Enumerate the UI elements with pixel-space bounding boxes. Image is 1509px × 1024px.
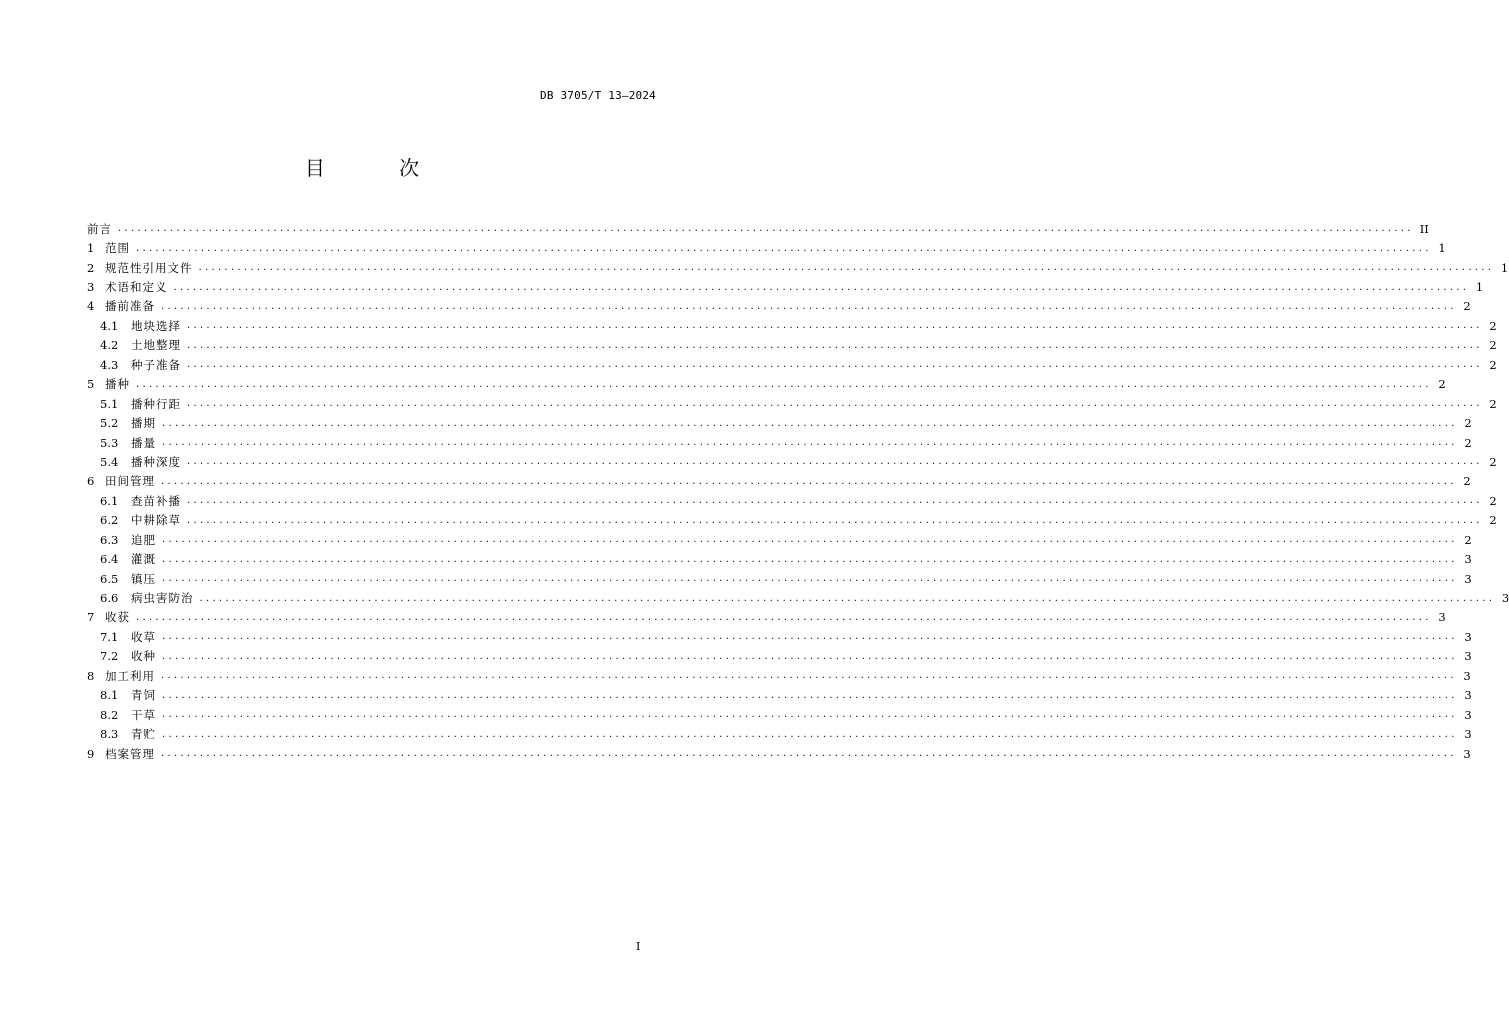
toc-entry-page: 3 [1464,629,1472,644]
toc-leader-dots: ........................................................................................................................................................................................................ [199,592,1496,604]
toc-entry-page: 3 [1463,746,1471,761]
toc-entry[interactable] [87,588,1509,607]
toc-entry[interactable] [87,686,1472,705]
toc-entry[interactable] [87,472,1471,491]
page-number: I [636,940,641,953]
toc-entry-label: 档案管理 [105,746,155,761]
toc-entry-page: II [1419,221,1429,236]
toc-leader-dots: ........................................................................................................................................................................................................ [161,748,1457,760]
toc-entry[interactable] [87,413,1472,432]
toc-entry-label: 前言 [87,221,112,236]
toc-entry[interactable] [87,724,1472,743]
toc-entry-number: 6.1 [100,493,119,508]
toc-leader-dots: ........................................................................................................................................................................................................ [187,339,1483,351]
toc-entry-number: 7 [87,610,95,625]
toc-entry-number: 7.1 [100,629,119,644]
toc-entry[interactable] [87,569,1472,588]
toc-entry-number: 1 [87,241,95,256]
toc-leader-dots: ........................................................................................................................................................................................................ [162,573,1458,585]
toc-entry-page: 3 [1501,591,1509,606]
toc-entry[interactable] [87,491,1497,510]
toc-entry-label: 播量 [131,435,156,450]
toc-entry-label: 灌溉 [131,552,156,567]
toc-entry-page: 2 [1463,474,1471,489]
toc-entry[interactable] [87,394,1497,413]
toc-leader-dots: ........................................................................................................................................................................................................ [162,553,1458,565]
toc-leader-dots: ........................................................................................................................................................................................................ [162,689,1458,701]
toc-entry[interactable] [87,744,1471,763]
toc-entry-label: 查苗补播 [131,493,181,508]
toc-leader-dots: ........................................................................................................................................................................................................ [187,320,1483,332]
toc-entry[interactable] [87,530,1472,549]
toc-entry-page: 2 [1438,377,1446,392]
toc-entry[interactable] [87,549,1472,568]
toc-entry-number: 8.2 [100,707,119,722]
toc-entry[interactable] [87,238,1446,257]
toc-entry-number: 6.4 [100,552,119,567]
toc-entry-number: 3 [87,280,95,295]
toc-entry-number: 5.3 [100,435,119,450]
toc-entry-number: 8.3 [100,727,119,742]
toc-entry-number: 4.1 [100,318,119,333]
toc-entry-label: 收种 [131,649,156,664]
toc-entry-page: 2 [1463,299,1471,314]
toc-entry-label: 加工利用 [105,668,155,683]
toc-entry-page: 2 [1489,396,1497,411]
toc-entry-label: 中耕除草 [131,513,181,528]
toc-entry-label: 种子准备 [131,357,181,372]
toc-leader-dots: ........................................................................................................................................................................................................ [161,670,1457,682]
toc-entry-number: 4.2 [100,338,119,353]
toc-leader-dots: ........................................................................................................................................................................................................ [136,242,1432,254]
toc-leader-dots: ........................................................................................................................................................................................................ [136,611,1432,623]
toc-entry-label: 青贮 [131,727,156,742]
toc-leader-dots: ........................................................................................................................................................................................................ [162,437,1458,449]
toc-entry[interactable] [87,511,1497,530]
toc-entry-number: 8.1 [100,688,119,703]
toc-entry[interactable] [87,336,1497,355]
toc-entry[interactable] [87,219,1429,238]
toc-entry-number: 6 [87,474,95,489]
toc-entry-number: 8 [87,668,95,683]
toc-entry-page: 2 [1464,532,1472,547]
toc-entry-number: 4 [87,299,95,314]
toc-leader-dots: ........................................................................................................................................................................................................ [187,456,1483,468]
toc-entry-page: 3 [1464,649,1472,664]
document-code: DB 3705/T 13—2024 [540,89,656,102]
toc-leader-dots: ........................................................................................................................................................................................................ [187,398,1483,410]
toc-entry-number: 5.2 [100,416,119,431]
toc-entry[interactable] [87,297,1471,316]
toc-entry-number: 5 [87,377,95,392]
table-of-contents [87,219,1509,763]
toc-entry[interactable] [87,355,1497,374]
toc-entry-label: 播前准备 [105,299,155,314]
toc-entry-number: 5.1 [100,396,119,411]
toc-leader-dots: ........................................................................................................................................................................................................ [187,495,1483,507]
toc-entry-number: 6.2 [100,513,119,528]
toc-entry[interactable] [87,647,1472,666]
toc-leader-dots: ........................................................................................................................................................................................................ [162,631,1458,643]
toc-entry[interactable] [87,452,1497,471]
toc-entry-label: 范围 [105,241,130,256]
toc-entry-page: 3 [1438,610,1446,625]
toc-leader-dots: ........................................................................................................................................................................................................ [161,475,1457,487]
toc-entry-number: 6.3 [100,532,119,547]
toc-entry-number: 7.2 [100,649,119,664]
toc-entry-number: 6.5 [100,571,119,586]
toc-entry-page: 3 [1464,707,1472,722]
toc-entry-label: 病虫害防治 [131,591,194,606]
toc-leader-dots: ........................................................................................................................................................................................................ [136,378,1432,390]
toc-entry-page: 2 [1489,338,1497,353]
toc-entry[interactable] [87,433,1472,452]
toc-entry-page: 2 [1489,493,1497,508]
toc-entry[interactable] [87,258,1509,277]
toc-entry-label: 规范性引用文件 [105,260,193,275]
toc-leader-dots: ........................................................................................................................................................................................................ [162,728,1458,740]
toc-entry[interactable] [87,705,1472,724]
toc-entry-label: 收草 [131,629,156,644]
toc-entry-page: 1 [1500,260,1509,275]
toc-leader-dots: ........................................................................................................................................................................................................ [118,223,1414,235]
toc-entry[interactable] [87,666,1471,685]
toc-entry-page: 2 [1489,357,1497,372]
toc-leader-dots: ........................................................................................................................................................................................................ [187,514,1483,526]
toc-entry-label: 收获 [105,610,130,625]
toc-entry-label: 术语和定义 [105,280,168,295]
toc-entry-label: 镇压 [131,571,156,586]
toc-entry[interactable] [87,277,1484,296]
toc-leader-dots: ........................................................................................................................................................................................................ [162,417,1458,429]
toc-entry[interactable] [87,608,1446,627]
toc-leader-dots: ........................................................................................................................................................................................................ [162,709,1458,721]
toc-entry-label: 田间管理 [105,474,155,489]
toc-entry-label: 地块选择 [131,318,181,333]
toc-leader-dots: ........................................................................................................................................................................................................ [161,300,1457,312]
toc-entry-page: 3 [1463,668,1471,683]
toc-entry-page: 3 [1464,552,1472,567]
toc-entry-page: 2 [1464,416,1472,431]
toc-entry-page: 2 [1464,435,1472,450]
toc-entry-label: 土地整理 [131,338,181,353]
toc-entry-page: 1 [1475,280,1484,295]
toc-entry-label: 青饲 [131,688,156,703]
toc-entry-number: 6.6 [100,591,119,606]
toc-entry-page: 3 [1464,727,1472,742]
toc-entry-page: 2 [1489,454,1497,469]
toc-entry-number: 2 [87,260,95,275]
toc-entry-label: 追肥 [131,532,156,547]
toc-entry-label: 干草 [131,707,156,722]
toc-entry-page: 3 [1464,571,1472,586]
toc-entry-label: 播种 [105,377,130,392]
toc-entry-label: 播种行距 [131,396,181,411]
toc-entry-page: 3 [1464,688,1472,703]
toc-entry-page: 2 [1489,318,1497,333]
page-title: 目 次 [304,156,454,180]
toc-leader-dots: ........................................................................................................................................................................................................ [162,534,1458,546]
toc-entry-label: 播期 [131,416,156,431]
toc-entry[interactable] [87,375,1446,394]
toc-entry-page: 1 [1438,241,1446,256]
toc-entry-label: 播种深度 [131,454,181,469]
toc-leader-dots: ........................................................................................................................................................................................................ [198,262,1495,274]
toc-leader-dots: ........................................................................................................................................................................................................ [173,281,1470,293]
toc-entry-number: 5.4 [100,454,119,469]
toc-entry-number: 9 [87,746,95,761]
toc-entry-page: 2 [1489,513,1497,528]
toc-leader-dots: ........................................................................................................................................................................................................ [187,359,1483,371]
toc-entry-number: 4.3 [100,357,119,372]
toc-entry[interactable] [87,316,1497,335]
toc-entry[interactable] [87,627,1472,646]
toc-leader-dots: ........................................................................................................................................................................................................ [162,650,1458,662]
